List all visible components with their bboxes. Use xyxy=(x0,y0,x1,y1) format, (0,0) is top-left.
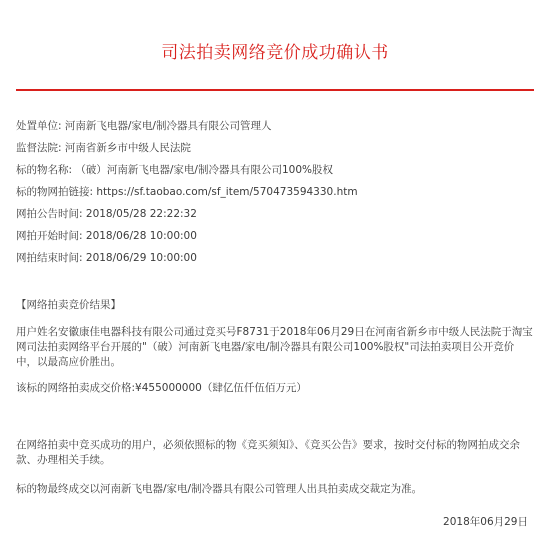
info-label: 网拍结束时间: xyxy=(16,252,83,264)
document-date: 2018年06月29日 xyxy=(443,516,528,528)
info-row-end-time xyxy=(16,251,534,266)
info-label: 监督法院: xyxy=(16,142,62,154)
title-divider xyxy=(16,89,534,91)
info-value: 2018/06/28 10:00:00 xyxy=(85,230,197,242)
info-value: 2018/05/28 22:22:32 xyxy=(85,208,197,220)
price-value: ¥455000000（肆亿伍仟伍佰万元） xyxy=(135,382,307,394)
final-price xyxy=(16,381,534,396)
info-row-supervising-court xyxy=(16,141,534,156)
info-value: 河南省新乡市中级人民法院 xyxy=(64,142,191,154)
info-value: （破）河南新飞电器/家电/制冷器具有限公司100%股权 xyxy=(75,164,333,176)
buyer-notice: 在网络拍卖中竞买成功的用户，必须依照标的物《竞买须知》、《竞买公告》要求，按时交付标的物网拍成交余款、办理相关手续。 xyxy=(16,439,520,466)
info-row-item-name xyxy=(16,163,534,178)
info-label: 标的物名称: xyxy=(16,164,73,176)
auction-info-list xyxy=(16,119,534,266)
info-row-item-link xyxy=(16,185,534,200)
info-row-announce-time xyxy=(16,207,534,222)
info-label: 标的物网拍链接: xyxy=(16,186,94,198)
info-label: 网拍开始时间: xyxy=(16,230,83,242)
result-section-title: 【网络拍卖竞价结果】 xyxy=(16,299,121,311)
document-title: 司法拍卖网络竞价成功确认书 xyxy=(161,43,389,63)
price-label: 该标的网络拍卖成交价格: xyxy=(16,382,136,394)
info-label: 处置单位: xyxy=(16,120,62,132)
result-paragraph: 用户姓名安徽康佳电器科技有限公司通过竞买号F8731于2018年06月29日在河南省新乡市中级人民法院于淘宝网司法拍卖网络平台开展的"（破）河南新飞电器/家电/制冷器具有限公司100%股权"司法拍卖项目公开竞价中，以最高应价胜出。 xyxy=(16,326,533,368)
final-note: 标的物最终成交以河南新飞电器/家电/制冷器具有限公司管理人出具拍卖成交裁定为准。 xyxy=(16,483,423,495)
info-value: 2018/06/29 10:00:00 xyxy=(85,252,197,264)
info-value: 河南新飞电器/家电/制冷器具有限公司管理人 xyxy=(64,120,272,132)
item-link[interactable]: https://sf.taobao.com/sf_item/570473594330.htm xyxy=(96,186,358,198)
info-label: 网拍公告时间: xyxy=(16,208,83,220)
info-row-disposal-unit xyxy=(16,119,534,134)
info-row-start-time xyxy=(16,229,534,244)
